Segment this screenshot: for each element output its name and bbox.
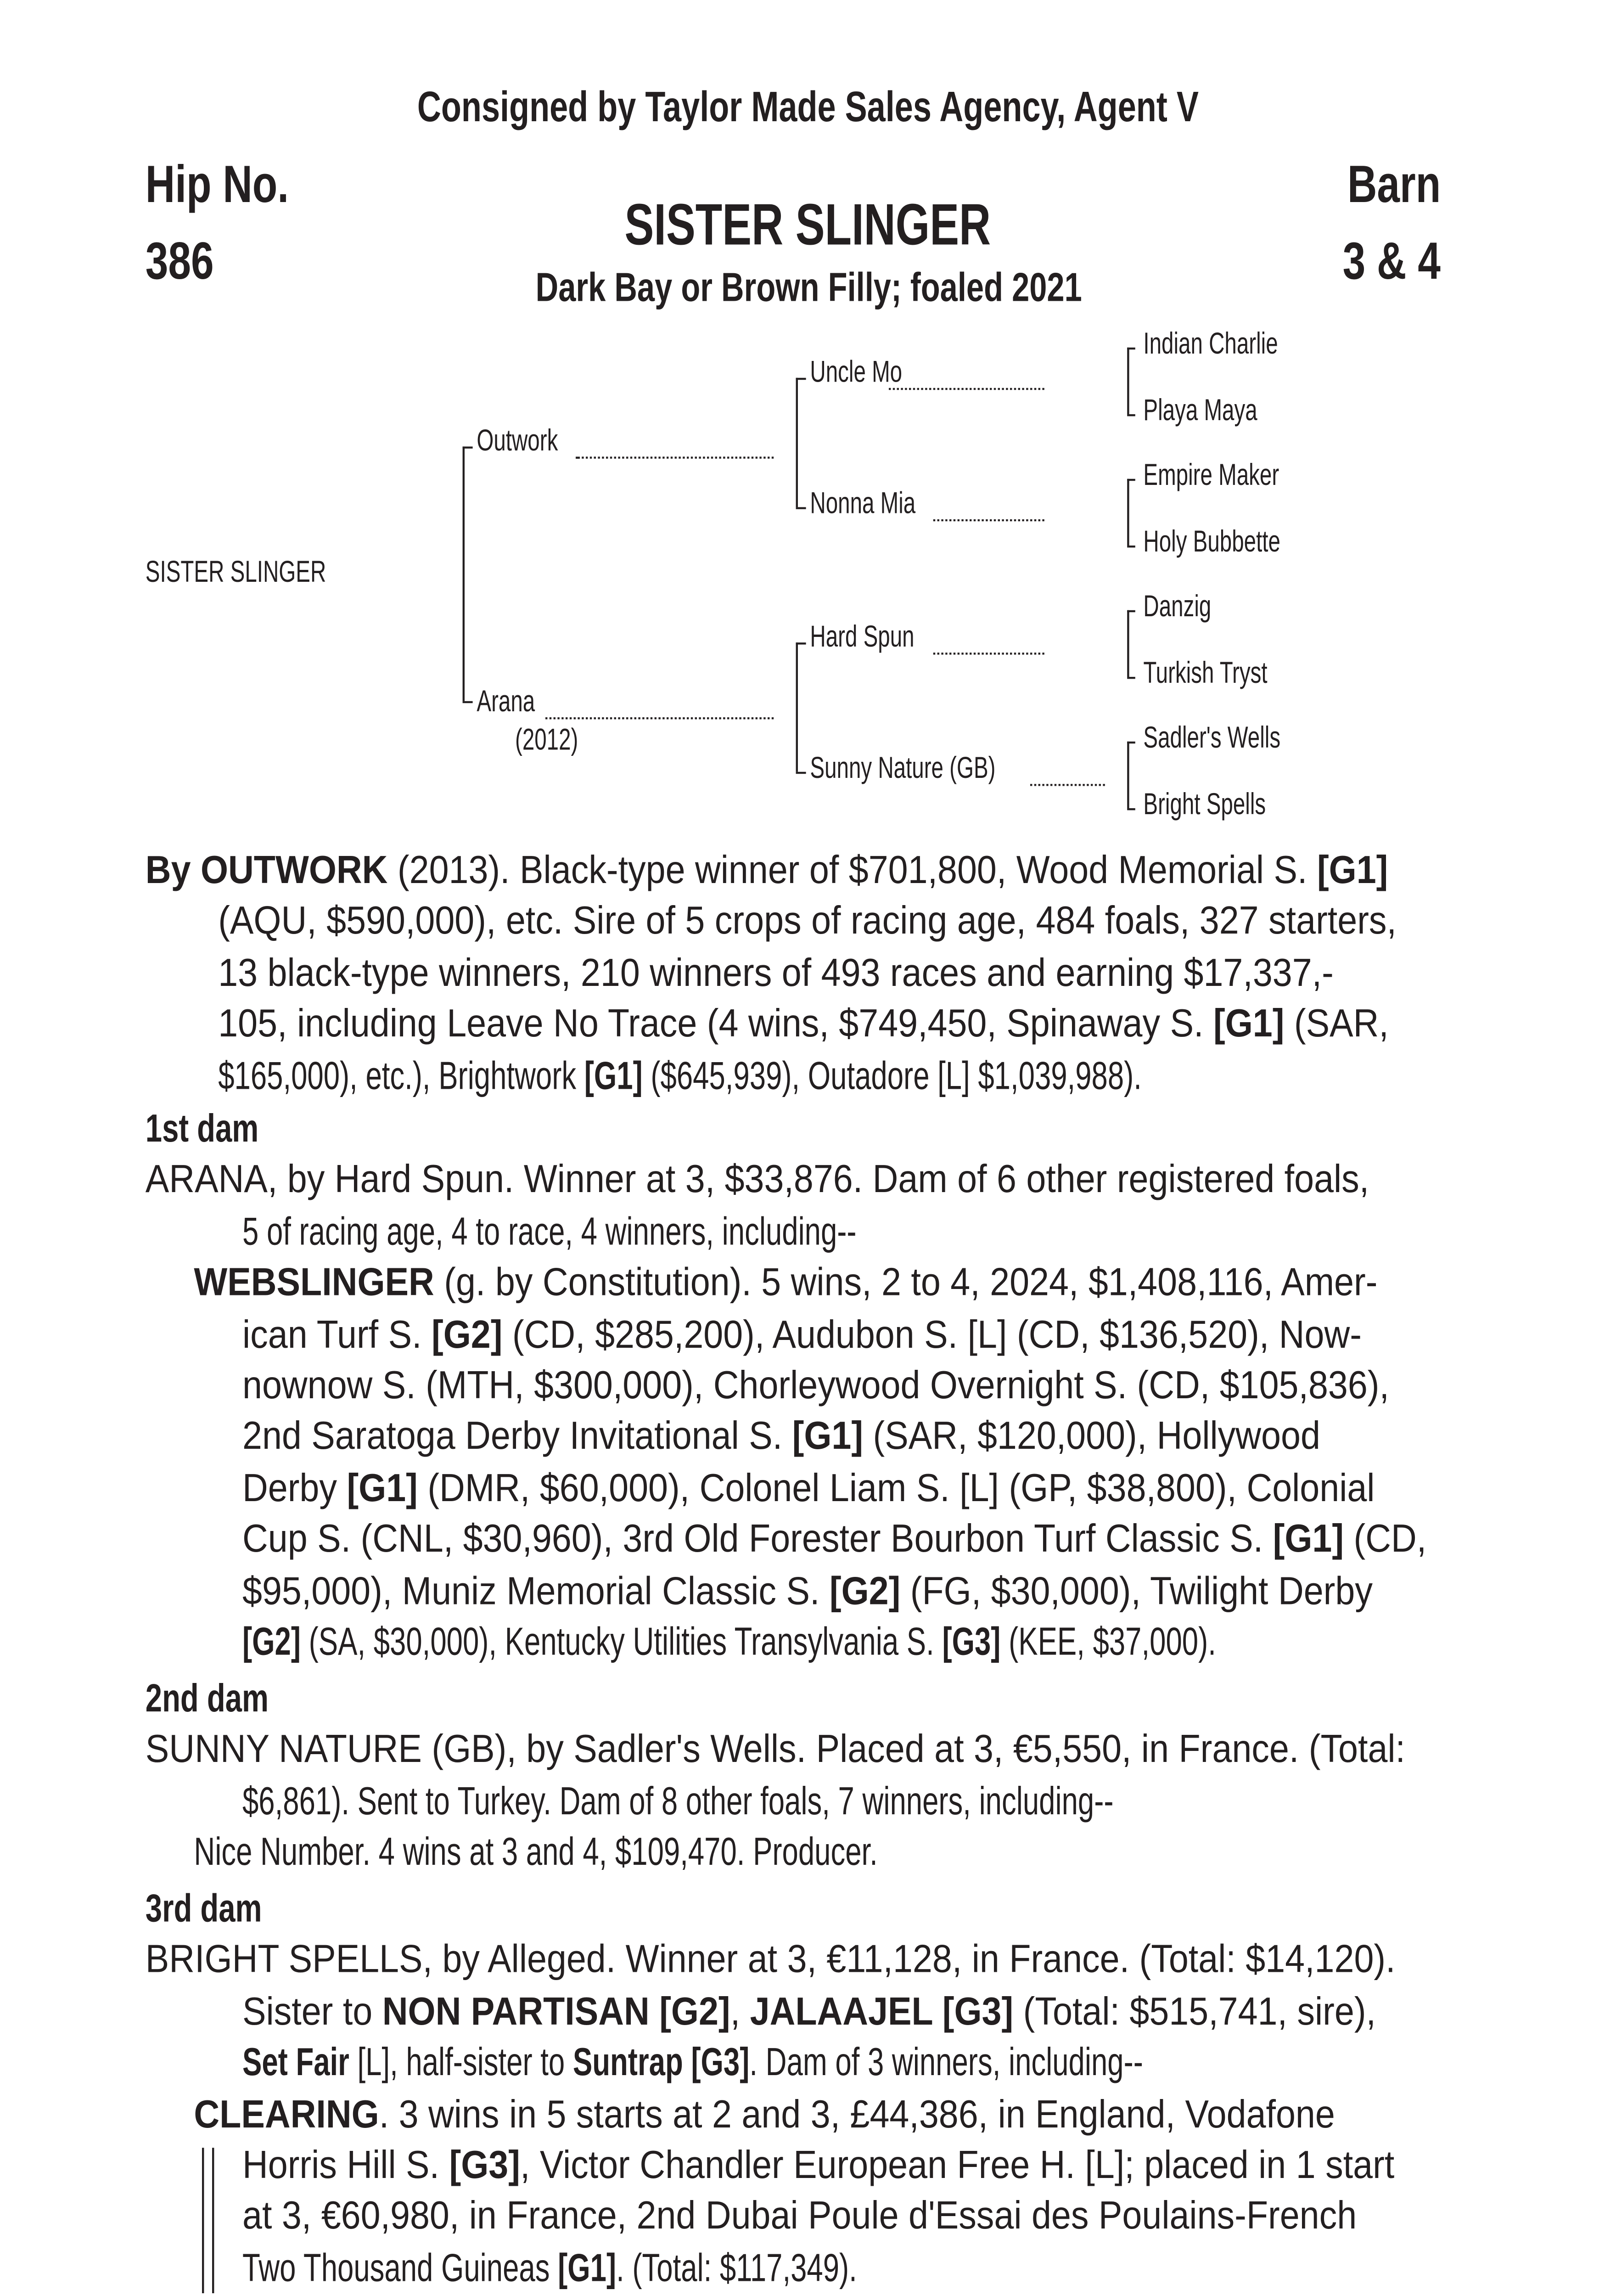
bold-text-run: JALAAJEL [G3] (750, 1990, 1014, 2034)
bold-text-run: [G2] (829, 1569, 901, 1614)
third-dam-line (146, 1938, 1534, 1985)
first-dam-line (242, 1210, 1072, 1256)
pedigree-sire-sire-text: Uncle Mo (810, 355, 903, 390)
produce-record-line (242, 1621, 1558, 1667)
text-run: BRIGHT SPELLS, by Alleged. Winner at 3, €11,128, in France. (Total: $14,120). (145, 1938, 1396, 1983)
text-run: (DMR, $60,000), Colonel Liam S. [L] (GP, $38,800), Colonial (417, 1466, 1375, 1511)
pedigree-ssd-text: Playa Maya (1143, 394, 1257, 428)
produce-record-line (242, 2195, 1481, 2241)
pedigree-dam-text: Arana (477, 685, 535, 720)
pedigree-sds (1143, 459, 1332, 493)
pedigree-dds (1143, 721, 1334, 756)
bold-text-run: WEBSLINGER (194, 1261, 434, 1306)
pedigree-dsd (1143, 657, 1315, 691)
bracket-tick (796, 642, 806, 644)
pedigree-sdd (1143, 525, 1334, 560)
consignor-line (0, 85, 1616, 134)
pedigree-subject (146, 556, 396, 590)
bracket-gen3 (1127, 348, 1129, 414)
produce-record-line (242, 2144, 1522, 2190)
text-run: $95,000), Muniz Memorial Classic S. (242, 1569, 830, 1614)
continuation-bar (202, 2148, 204, 2294)
text-run: (SAR, $120,000), Hollywood (863, 1415, 1320, 1460)
bracket-tick (1127, 808, 1135, 810)
pedigree-sire-sire (810, 355, 938, 390)
text-run: $165,000), etc.), Brightwork (218, 1054, 584, 1098)
hip-number-text: 386 (145, 230, 214, 291)
pedigree-dam-year-text: (2012) (515, 723, 578, 758)
text-run: ARANA, by Hard Spun. Winner at 3, $33,876. Dam of 6 other registered foals, (145, 1158, 1369, 1203)
pedigree-sire (477, 424, 589, 459)
text-run: (KEE, $37,000). (1000, 1620, 1216, 1665)
produce-record-line (242, 1467, 1501, 1513)
text-run: (SA, $30,000), Kentucky Utilities Transylvania S. (300, 1620, 943, 1665)
text-run: [L], half-sister to (349, 2041, 573, 2086)
dotted-leader (933, 519, 1044, 521)
bold-text-run: NON PARTISAN [G2] (382, 1990, 730, 2034)
sire-paragraph-line (218, 1002, 1519, 1049)
pedigree-sss-text: Indian Charlie (1143, 327, 1278, 362)
pedigree-dam-dam-text: Sunny Nature (GB) (810, 751, 996, 786)
bold-text-run: Set Fair (242, 2041, 349, 2086)
consignor-text: Consigned by Taylor Made Sales Agency, Agent V (417, 84, 1199, 131)
text-run: Cup S. (CNL, $30,960), 3rd Old Forester Bourbon Turf Classic S. (242, 1518, 1273, 1563)
third-dam-line (242, 1990, 1502, 2036)
bracket-tick (1127, 677, 1135, 679)
text-run: Sister to (242, 1990, 382, 2034)
text-run: Two Thousand Guineas (242, 2246, 558, 2291)
dotted-leader (576, 456, 774, 458)
pedigree-sire-dam (810, 487, 956, 521)
pedigree-dam-dam (810, 752, 1067, 786)
pedigree-dam-sire-text: Hard Spun (810, 620, 915, 655)
produce-record-line (242, 1312, 1486, 1359)
text-run: Nice Number. 4 wins at 3 and 4, $109,470. Producer. (194, 1831, 878, 1876)
pedigree-dss-text: Danzig (1143, 590, 1212, 625)
text-run: (FG, $30,000), Twilight Derby (900, 1569, 1373, 1614)
produce-record-line (242, 1364, 1517, 1410)
text-run: 105, including Leave No Trace (4 wins, $749,450, Spinaway S. (218, 1002, 1213, 1047)
pedigree-sire-dam-text: Nonna Mia (810, 487, 916, 522)
text-run: (2013). Black-type winner of $701,800, Wood Memorial S. (387, 849, 1317, 893)
text-run: Derby (242, 1466, 347, 1511)
section-heading-first-dam-text: 1st dam (145, 1107, 259, 1152)
bold-text-run: CLEARING (194, 2092, 379, 2137)
produce-record-line (194, 1831, 1118, 1877)
bracket-tick (1127, 610, 1135, 612)
bold-text-run: [G1] (558, 2246, 617, 2291)
bracket-tick (796, 507, 806, 509)
bold-text-run: [G2] (432, 1312, 503, 1357)
third-dam-line (242, 2041, 1459, 2088)
pedigree-ddd-text: Bright Spells (1143, 788, 1266, 822)
text-run: . 3 wins in 5 starts at 2 and 3, £44,386, in England, Vodafone (379, 2092, 1335, 2137)
text-run: , Victor Chandler European Free H. [L]; placed in 1 start (520, 2144, 1395, 2189)
pedigree-subject-text: SISTER SLINGER (145, 556, 326, 590)
text-run: Horris Hill S. (242, 2144, 449, 2189)
text-run: 5 of racing age, 4 to race, 4 winners, including-- (242, 1210, 857, 1255)
sire-paragraph-line (218, 900, 1527, 946)
bold-text-run: [G3] (942, 1620, 1001, 1665)
text-run: ican Turf S. (242, 1312, 432, 1357)
text-run: 13 black-type winners, 210 winners of 493 races and earning $17,337,- (218, 951, 1334, 996)
dotted-leader (1030, 784, 1105, 786)
bracket-gen3 (1127, 610, 1129, 677)
text-run: (AQU, $590,000), etc. Sire of 5 crops of racing age, 484 foals, 327 starters, (218, 900, 1397, 945)
pedigree-dam-year (515, 723, 603, 758)
barn-label-text: Barn (1347, 153, 1441, 214)
bracket-tick (1127, 742, 1135, 743)
section-heading-third-dam-text: 3rd dam (145, 1887, 262, 1932)
bracket-tick (463, 446, 473, 448)
second-dam-line (242, 1780, 1420, 1826)
horse-description-text: Dark Bay or Brown Filly; foaled 2021 (534, 266, 1082, 311)
sire-paragraph-line (218, 1054, 1466, 1100)
text-run: (g. by Constitution). 5 wins, 2 to 4, 2024, $1,408,116, Amer- (434, 1261, 1378, 1306)
pedigree-sire-text: Outwork (477, 424, 558, 459)
bracket-tick (1127, 479, 1135, 481)
section-heading-second-dam-text: 2nd dam (145, 1677, 269, 1722)
bold-text-run: [G1] (792, 1415, 864, 1460)
pedigree-dss (1143, 590, 1237, 625)
bracket-tick (463, 701, 473, 703)
text-run: . (Total: $117,349). (616, 2246, 857, 2291)
bold-text-run: By OUTWORK (145, 849, 388, 893)
bold-text-run: [G1] (1317, 849, 1388, 893)
text-run: nownow S. (MTH, $300,000), Chorleywood Overnight S. (CD, $105,836), (242, 1364, 1390, 1408)
first-dam-line (146, 1159, 1505, 1205)
produce-record-line (194, 1261, 1509, 1307)
text-run: (CD, (1344, 1518, 1427, 1563)
sire-paragraph-line (218, 951, 1458, 998)
text-run: (CD, $285,200), Audubon S. [L] (CD, $136,520), Now- (502, 1312, 1362, 1357)
pedigree-dam-sire (810, 620, 955, 655)
pedigree-dam (477, 685, 557, 720)
bracket-gen1 (463, 446, 465, 701)
text-run: $6,861). Sent to Turkey. Dam of 8 other foals, 7 winners, including-- (242, 1779, 1114, 1824)
text-run: SUNNY NATURE (GB), by Sadler's Wells. Placed at 3, €5,550, in France. (Total: (145, 1728, 1406, 1773)
bold-text-run: [G1] (1273, 1518, 1344, 1563)
hip-label-text: Hip No. (145, 153, 289, 214)
text-run: 2nd Saratoga Derby Invitational S. (242, 1415, 792, 1460)
text-run: at 3, €60,980, in France, 2nd Dubai Poule d'Essai des Poulains-French (242, 2195, 1357, 2240)
pedigree-ssd (1143, 394, 1302, 428)
dotted-leader (889, 388, 1044, 390)
bracket-gen3 (1127, 742, 1129, 808)
bold-text-run: [G1] (584, 1054, 643, 1098)
sire-paragraph-line (146, 849, 1526, 895)
produce-record-line (242, 1569, 1498, 1615)
text-run: . Dam of 3 winners, including-- (749, 2041, 1143, 2086)
bold-text-run: [G2] (242, 1620, 301, 1665)
produce-record-line (242, 2246, 1073, 2293)
bracket-tick (1127, 348, 1135, 349)
bracket-gen2-top (796, 378, 798, 507)
bold-text-run: [G1] (1213, 1002, 1285, 1047)
section-heading-second-dam (146, 1677, 308, 1723)
pedigree-dsd-text: Turkish Tryst (1143, 657, 1268, 691)
bracket-tick (796, 378, 806, 380)
horse-description (0, 267, 1616, 313)
text-run: (Total: $515,741, sire), (1013, 1990, 1376, 2034)
text-run: , (730, 1990, 750, 2034)
horse-name (0, 194, 1616, 260)
section-heading-third-dam (146, 1887, 299, 1934)
pedigree-dds-text: Sadler's Wells (1143, 721, 1281, 756)
bold-text-run: Suntrap [G3] (572, 2041, 750, 2086)
pedigree-sdd-text: Holy Bubbette (1143, 525, 1280, 560)
bracket-gen2-bottom (796, 642, 798, 772)
dotted-leader (933, 653, 1044, 654)
bracket-tick (796, 772, 806, 774)
pedigree-sds-text: Empire Maker (1143, 458, 1279, 493)
produce-record-line (242, 1518, 1558, 1564)
pedigree-ddd (1143, 788, 1313, 822)
bracket-tick (1127, 414, 1135, 416)
dotted-leader (545, 717, 774, 719)
pedigree-sss (1143, 327, 1330, 362)
continuation-bar (212, 2148, 214, 2294)
text-run: (SAR, (1284, 1002, 1389, 1047)
bold-text-run: [G1] (347, 1466, 418, 1511)
section-heading-first-dam (146, 1107, 294, 1154)
horse-name-text: SISTER SLINGER (625, 194, 991, 259)
bracket-gen3 (1127, 479, 1129, 546)
bold-text-run: [G3] (449, 2144, 520, 2189)
text-run: ($645,939), Outadore [L] $1,039,988). (642, 1054, 1142, 1098)
bracket-tick (1127, 546, 1135, 547)
produce-record-line (194, 2093, 1462, 2139)
produce-record-line (242, 1415, 1440, 1462)
barn-number-text: 3 & 4 (1342, 230, 1441, 291)
second-dam-line (146, 1728, 1545, 1775)
